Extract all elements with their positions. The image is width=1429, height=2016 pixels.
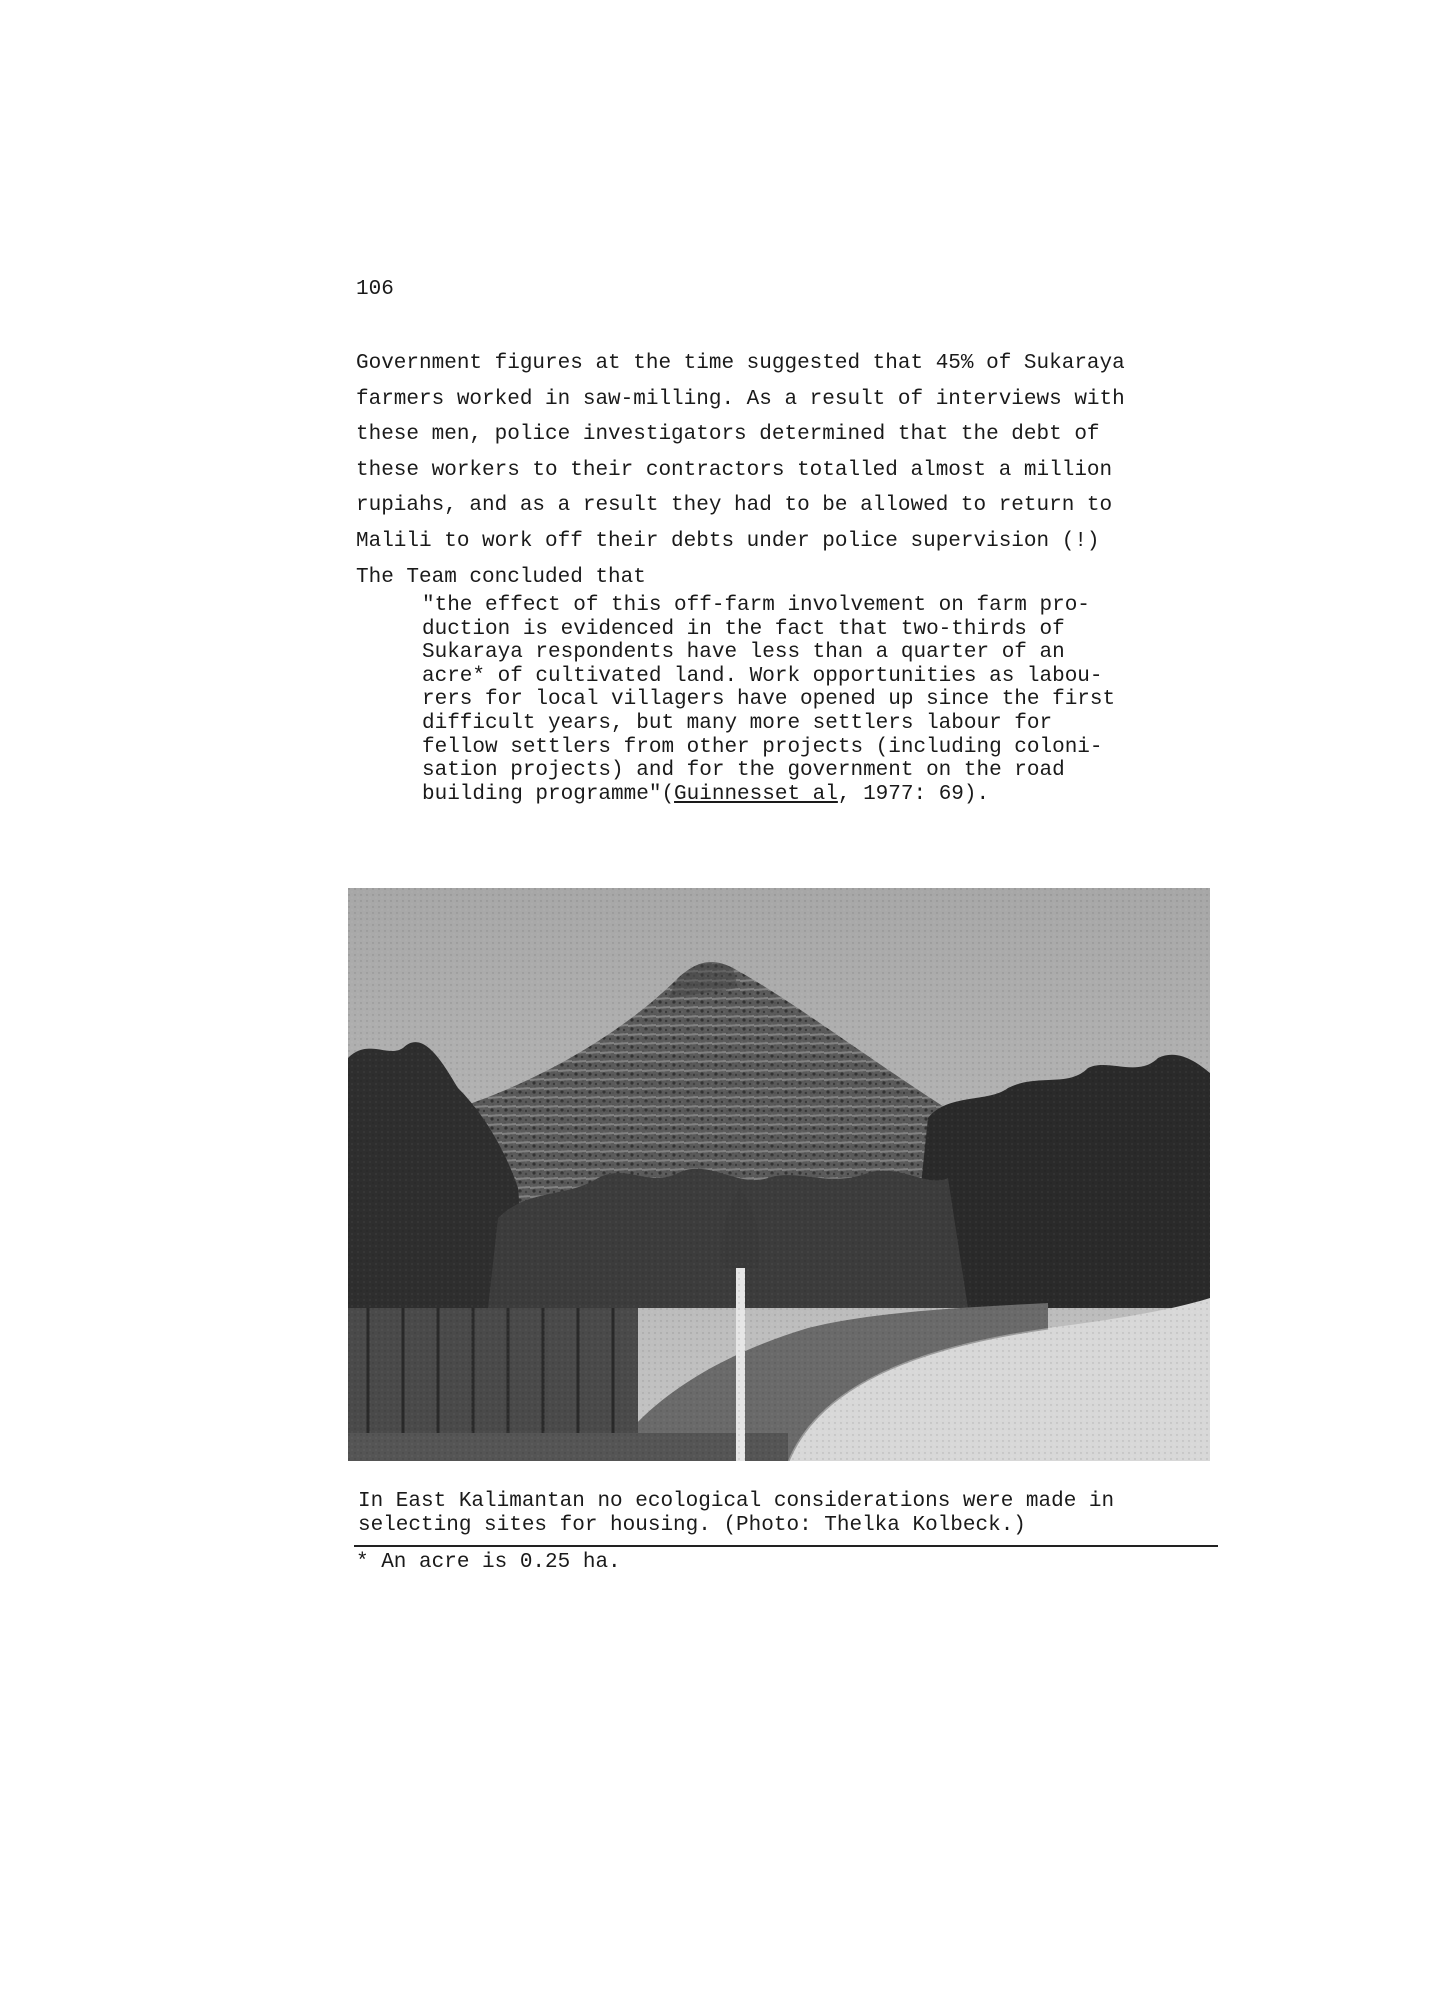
quote-last-suffix: , 1977: 69). — [837, 782, 990, 806]
quote-line: sation projects) and for the government on the road — [422, 759, 1065, 783]
figure-caption — [358, 1490, 1114, 1538]
footnote-rule — [354, 1545, 1218, 1547]
quote-last-line — [422, 783, 1222, 807]
body-paragraph — [356, 346, 1256, 595]
caption-line: In East Kalimantan no ecological considerations were made in — [358, 1490, 1115, 1513]
quote-line: "the effect of this off-farm involvement on farm pro- — [422, 594, 1090, 617]
body-line: farmers worked in saw-milling. As a result of interviews with — [356, 387, 1125, 411]
body-line: these men, police investigators determined that the debt of — [356, 423, 1100, 447]
caption-line: selecting sites for housing. (Photo: Thelka Kolbeck.) — [358, 1514, 1026, 1537]
body-line: The Team concluded that — [356, 565, 646, 589]
quote-line: difficult years, but many more settlers labour for — [422, 711, 1053, 735]
quote-line: rers for local villagers have opened up since the first — [422, 688, 1116, 712]
hill-photograph — [348, 888, 1210, 1461]
quote-line: Sukaraya respondents have less than a quarter of an — [422, 641, 1065, 665]
body-line: Government figures at the time suggested that 45% of Sukaraya — [356, 352, 1125, 375]
page-number: 106 — [356, 278, 394, 301]
block-quote — [422, 594, 1222, 806]
body-line: these workers to their contractors totalled almost a million — [356, 458, 1113, 482]
quote-line: fellow settlers from other projects (including coloni- — [422, 735, 1103, 759]
body-line: Malili to work off their debts under police supervision (!) — [356, 529, 1100, 553]
citation-author: Guinnesset al — [674, 782, 838, 806]
quote-line: acre* of cultivated land. Work opportunities as labou- — [422, 664, 1103, 688]
footnote: * An acre is 0.25 ha. — [356, 1551, 621, 1574]
body-line: rupiahs, and as a result they had to be allowed to return to — [356, 494, 1113, 518]
quote-last-prefix: building programme"( — [422, 782, 675, 806]
quote-line: duction is evidenced in the fact that two-thirds of — [422, 617, 1065, 641]
